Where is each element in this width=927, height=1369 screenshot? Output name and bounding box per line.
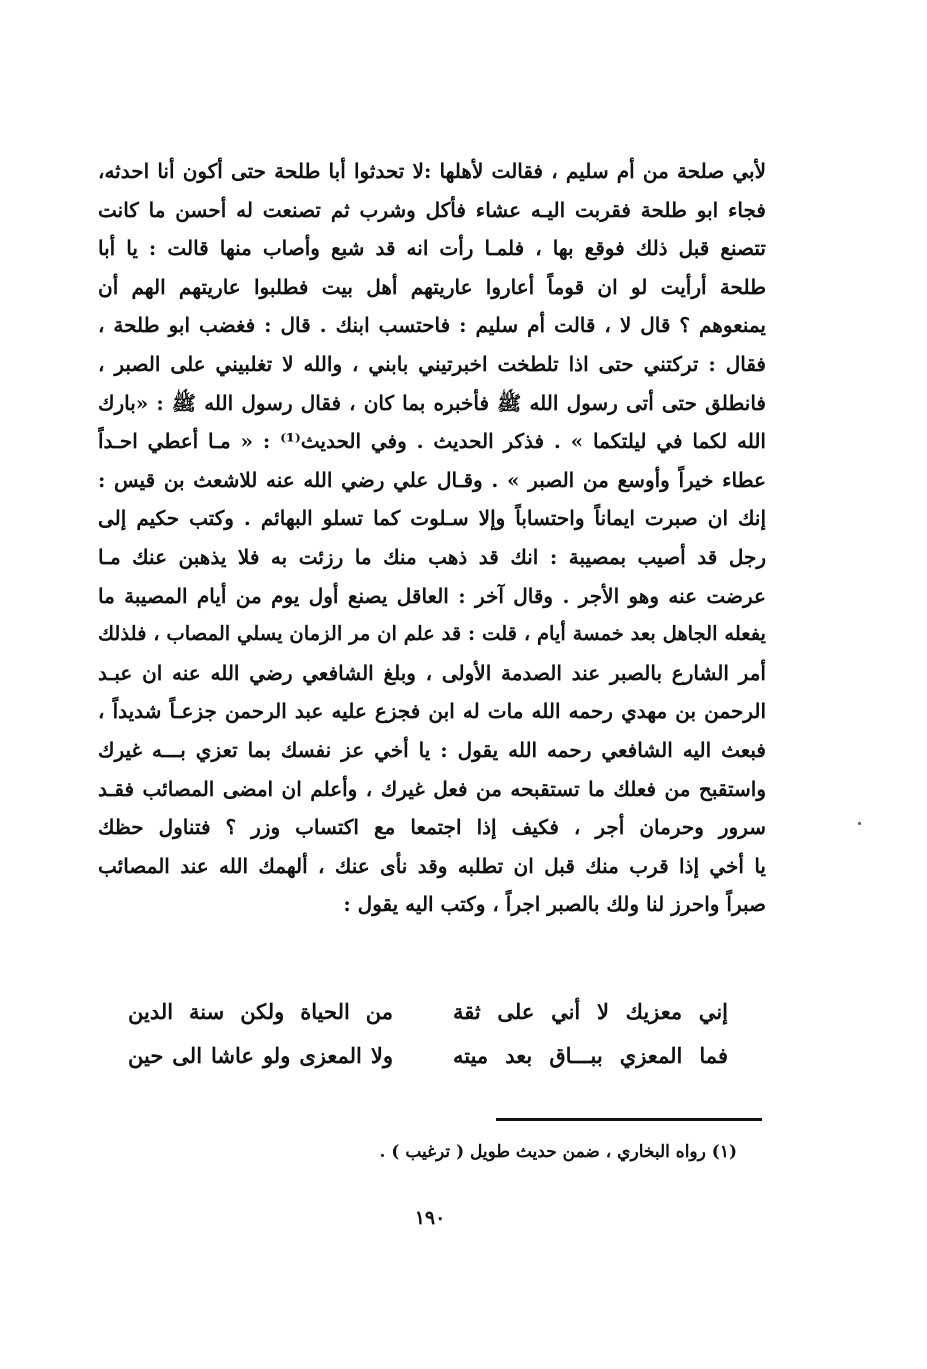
margin-speck	[858, 822, 861, 825]
text-line: طلحة أرأيت لو ان قوماً أعاروا عاريتهم أهل بيت فطلبوا عاريتهم الهم أن	[98, 274, 766, 299]
text-line: رجل قد أصيب بمصيبة : انك قد ذهب منك ما رزئت به فلا يذهبن عنك مـا	[98, 544, 766, 569]
text-line: الله لكما في ليلتكما » . فذكر الحديث . وفي الحديث⁽¹⁾ : « مـا أعطي احـداً	[98, 429, 766, 454]
poem-hemistich-first: فما المعزي ببـــاق بعد ميته	[453, 1043, 728, 1068]
text-line: صبراً واحرز لنا ولك بالصبر اجراً ، وكتب اليه يقول :	[343, 892, 766, 917]
poem-hemistich-first: إني معزيك لا أني على ثقة	[453, 999, 728, 1024]
poem-hemistich-second: من الحياة ولكن سنة الدين	[128, 999, 393, 1024]
poem	[128, 990, 728, 1078]
text-line: عرضت عنه وهو الأجر . وقال آخر : العاقل يصنع أول يوم من أيام المصيبة ما	[98, 583, 766, 608]
text-line: أمر الشارع بالصبر عند الصدمة الأولى ، وبلغ الشافعي رضي الله عنه ان عبـد	[98, 660, 766, 685]
text-line: فانطلق حتى أتى رسول الله ﷺ فأخبره بما كان ، فقال رسول الله ﷺ : «بارك	[98, 390, 766, 415]
text-line: يا أخي إذا قرب منك قبل ان تطلبه وقد نأى عنك ، ألهمك الله عند المصائب	[98, 853, 766, 878]
body-text	[98, 152, 766, 924]
text-line: واستقبح من فعلك ما تستقبحه من فعل غيرك ، وأعلم ان امضى المصائب فقـد	[98, 776, 766, 801]
text-line: فقال : تركتني حتى اذا تلطخت اخبرتيني بابني ، والله لا تغلبيني على الصبر ،	[98, 351, 766, 376]
poem-verse	[128, 1034, 728, 1078]
text-line: يمنعوهم ؟ قال لا ، قالت أم سليم : فاحتسب ابنك . قال : فغضب ابو طلحة ،	[98, 313, 766, 338]
text-line: تتصنع قبل ذلك فوقع بها ، فلمـا رأت انه قد شبع وأصاب منها قالت : يا أبا	[98, 236, 766, 261]
poem-hemistich-second: ولا المعزى ولو عاشا الى حين	[128, 1043, 393, 1068]
text-line: يفعله الجاهل بعد خمسة أيام ، قلت : قد علم ان مر الزمان يسلي المصاب ، فلذلك	[98, 622, 766, 646]
page-number: ١٩٠	[414, 1207, 446, 1229]
text-line: الرحمن بن مهدي رحمه الله مات له ابن فجزع عليه عبد الرحمن جزعـاً شديداً ،	[98, 699, 766, 724]
text-line: عطاء خيراً وأوسع من الصبر » . وقـال علي رضي الله عنه للاشعث بن قيس :	[98, 467, 766, 492]
text-line: فبعث اليه الشافعي رحمه الله يقول : يا أخي عز نفسك بما تعزي بـــه غيرك	[98, 737, 766, 762]
poem-verse	[128, 990, 728, 1034]
text-line: سرور وحرمان أجر ، فكيف إذا اجتمعا مع اكتساب وزر ؟ فتناول حظك	[98, 815, 766, 840]
text-line: فجاء ابو طلحة فقربت اليـه عشاء فأكل وشرب ثم تصنعت له أحسن ما كانت	[98, 197, 766, 222]
footnote-divider	[496, 1118, 762, 1121]
footnote: (١) رواه البخاري ، ضمن حديث طويل ( ترغيب ) .	[379, 1142, 737, 1162]
text-line: إنك ان صبرت ايماناً واحتساباً وإلا سـلوت كما تسلو البهائم . وكتب حكيم إلى	[98, 506, 766, 531]
text-line: لأبي صلحة من أم سليم ، فقالت لأهلها :لا تحدثوا أبا طلحة حتى أكون أنا احدثه،	[98, 159, 766, 183]
